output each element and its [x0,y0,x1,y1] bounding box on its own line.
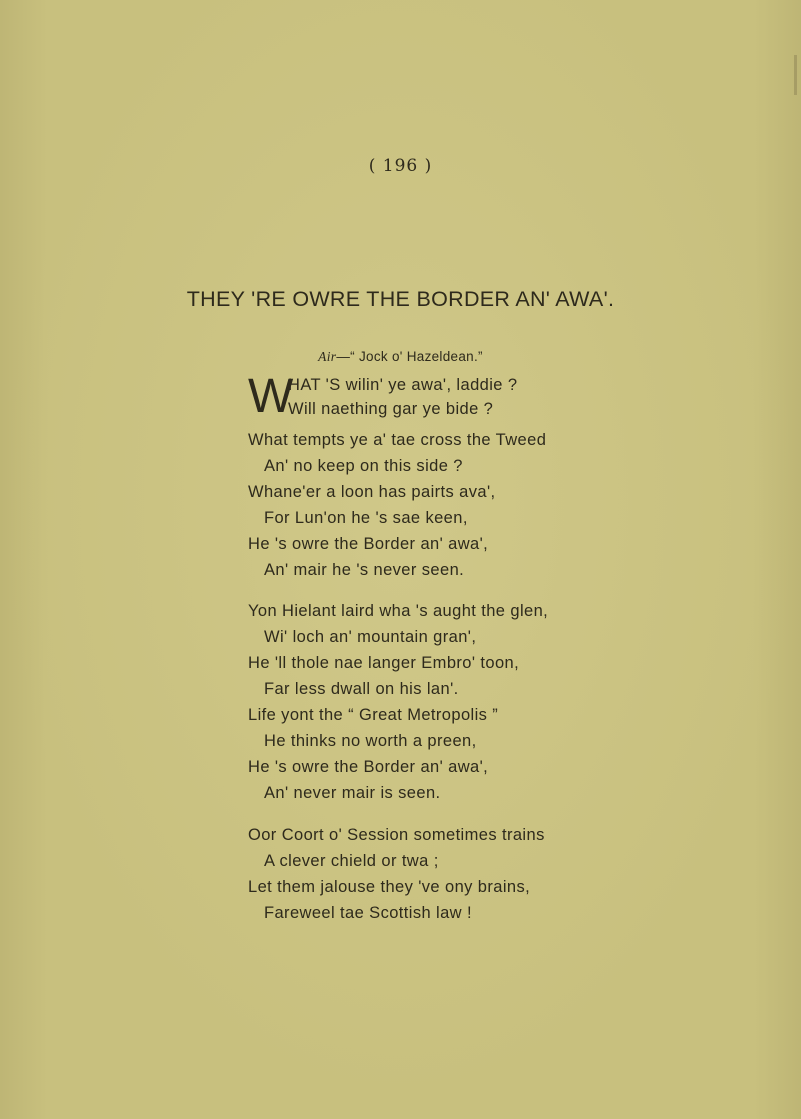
page-number: ( 196 ) [368,156,433,176]
poem-line: He 's owre the Border an' awa', [248,758,489,776]
poem-line: Fareweel tae Scottish law ! [264,904,472,922]
poem-line: HAT 'S wilin' ye awa', laddie ? [288,376,518,394]
page-edge-mark [794,55,797,95]
poem-line: Will naething gar ye bide ? [288,400,494,418]
poem-line: For Lun'on he 's sae keen, [264,509,468,527]
poem-line: He thinks no worth a preen, [264,732,477,750]
poem-line: Yon Hielant laird wha 's aught the glen, [248,602,549,620]
poem-line: Oor Coort o' Session sometimes trains [248,826,545,844]
poem-line: An' mair he 's never seen. [264,561,465,579]
poem-line: An' never mair is seen. [264,784,441,802]
poem-line: What tempts ye a' tae cross the Tweed [248,431,547,449]
poem-line: Wi' loch an' mountain gran', [264,628,477,646]
poem-line: A clever chield or twa ; [264,852,439,870]
poem-line: Far less dwall on his lan'. [264,680,459,698]
poem-line: He 's owre the Border an' awa', [248,535,489,553]
air-label: Air [318,349,337,364]
poem-line: An' no keep on this side ? [264,457,463,475]
poem-line: Life yont the “ Great Metropolis ” [248,706,499,724]
drop-cap: W [248,370,292,423]
poem-line: Whane'er a loon has pairts ava', [248,483,496,501]
poem-line: He 'll thole nae langer Embro' toon, [248,654,520,672]
poem-line: Let them jalouse they 've ony brains, [248,878,531,896]
air-line [0,349,801,365]
poem-title: THEY 'RE OWRE THE BORDER AN' AWA'. [186,287,615,311]
air-tune: —“ Jock o' Hazeldean.” [336,349,483,364]
